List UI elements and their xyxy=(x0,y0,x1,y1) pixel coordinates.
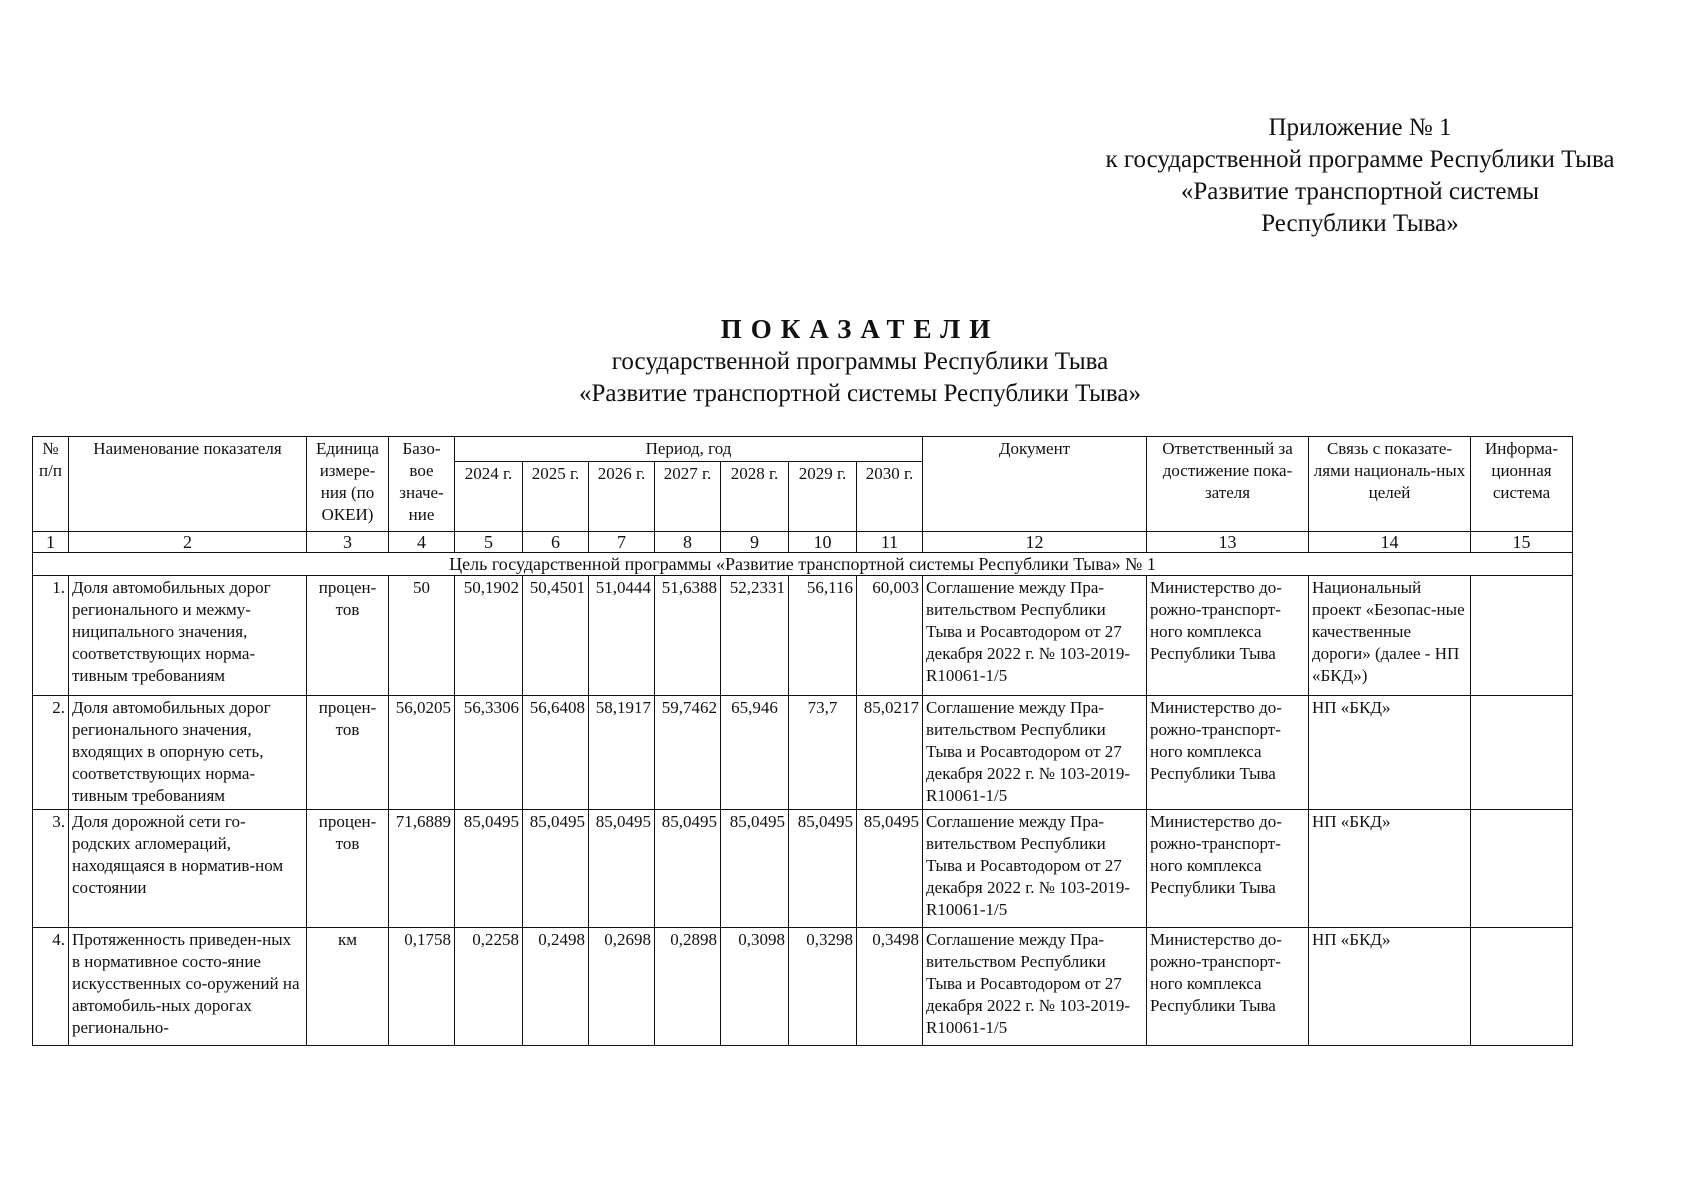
column-number: 15 xyxy=(1471,532,1573,553)
national-goal-link: Национальный проект «Безопас-ные качественные дороги» (далее - НП «БКД») xyxy=(1309,576,1471,696)
year-value: 52,2331 xyxy=(721,576,789,696)
document-cell: Соглашение между Пра-вительством Республики Тыва и Росавтодором от 27 декабря 2022 г. № 103-2019-R10061-1/5 xyxy=(923,928,1147,1046)
header-link: Связь с показате-лями националь-ных целей xyxy=(1309,437,1471,532)
column-number: 4 xyxy=(389,532,455,553)
base-value: 56,0205 xyxy=(389,696,455,810)
header-year: 2026 г. xyxy=(589,462,655,532)
header-responsible: Ответственный за достижение пока-зателя xyxy=(1147,437,1309,532)
year-value: 85,0217 xyxy=(857,696,923,810)
column-number: 3 xyxy=(307,532,389,553)
base-value: 50 xyxy=(389,576,455,696)
header-year: 2027 г. xyxy=(655,462,721,532)
header-year: 2030 г. xyxy=(857,462,923,532)
header-year: 2029 г. xyxy=(789,462,857,532)
header-no: № п/п xyxy=(33,437,69,532)
column-number: 8 xyxy=(655,532,721,553)
row-number: 1. xyxy=(33,576,69,696)
year-value: 0,3298 xyxy=(789,928,857,1046)
info-system-cell xyxy=(1471,696,1573,810)
column-number: 2 xyxy=(69,532,307,553)
appendix-line-1: Приложение № 1 xyxy=(1268,114,1452,141)
appendix-block xyxy=(1060,112,1660,240)
row-number: 3. xyxy=(33,810,69,928)
year-value: 0,2498 xyxy=(523,928,589,1046)
document-cell: Соглашение между Пра-вительством Республики Тыва и Росавтодором от 27 декабря 2022 г. № 103-2019-R10061-1/5 xyxy=(923,576,1147,696)
year-value: 59,7462 xyxy=(655,696,721,810)
year-value: 85,0495 xyxy=(655,810,721,928)
responsible-cell: Министерство до-рожно-транспорт-ного комплекса Республики Тыва xyxy=(1147,928,1309,1046)
goal-text: Цель государственной программы «Развитие транспортной системы Республики Тыва» № 1 xyxy=(33,553,1573,576)
year-value: 0,3098 xyxy=(721,928,789,1046)
column-number: 13 xyxy=(1147,532,1309,553)
info-system-cell xyxy=(1471,810,1573,928)
national-goal-link: НП «БКД» xyxy=(1309,696,1471,810)
indicator-unit: процен-тов xyxy=(307,810,389,928)
document-cell: Соглашение между Пра-вительством Республики Тыва и Росавтодором от 27 декабря 2022 г. № 103-2019-R10061-1/5 xyxy=(923,810,1147,928)
indicators-table xyxy=(32,436,1573,1046)
info-system-cell xyxy=(1471,928,1573,1046)
document-cell: Соглашение между Пра-вительством Республики Тыва и Росавтодором от 27 декабря 2022 г. № 103-2019-R10061-1/5 xyxy=(923,696,1147,810)
column-number: 1 xyxy=(33,532,69,553)
goal-row xyxy=(33,553,1573,576)
column-number: 11 xyxy=(857,532,923,553)
header-document: Документ xyxy=(923,437,1147,532)
header-name: Наименование показателя xyxy=(69,437,307,532)
year-value: 0,2898 xyxy=(655,928,721,1046)
year-value: 56,6408 xyxy=(523,696,589,810)
column-number: 14 xyxy=(1309,532,1471,553)
table-row xyxy=(33,928,1573,1046)
national-goal-link: НП «БКД» xyxy=(1309,928,1471,1046)
year-value: 85,0495 xyxy=(721,810,789,928)
year-value: 85,0495 xyxy=(523,810,589,928)
responsible-cell: Министерство до-рожно-транспорт-ного комплекса Республики Тыва xyxy=(1147,810,1309,928)
indicator-unit: процен-тов xyxy=(307,696,389,810)
header-year: 2024 г. xyxy=(455,462,523,532)
row-number: 2. xyxy=(33,696,69,810)
national-goal-link: НП «БКД» xyxy=(1309,810,1471,928)
year-value: 85,0495 xyxy=(857,810,923,928)
year-value: 85,0495 xyxy=(589,810,655,928)
column-number: 12 xyxy=(923,532,1147,553)
column-number: 9 xyxy=(721,532,789,553)
year-value: 56,116 xyxy=(789,576,857,696)
header-info: Информа-ционная система xyxy=(1471,437,1573,532)
year-value: 51,0444 xyxy=(589,576,655,696)
year-value: 0,2698 xyxy=(589,928,655,1046)
year-value: 0,2258 xyxy=(455,928,523,1046)
year-value: 85,0495 xyxy=(455,810,523,928)
header-base: Базо-вое значе-ние xyxy=(389,437,455,532)
column-number: 6 xyxy=(523,532,589,553)
header-period: Период, год xyxy=(455,437,923,462)
info-system-cell xyxy=(1471,576,1573,696)
document-title xyxy=(440,312,1280,410)
year-value: 85,0495 xyxy=(789,810,857,928)
column-numbers-row xyxy=(33,532,1573,553)
header-year: 2025 г. xyxy=(523,462,589,532)
year-value: 65,946 xyxy=(721,696,789,810)
year-value: 58,1917 xyxy=(589,696,655,810)
base-value: 0,1758 xyxy=(389,928,455,1046)
table-row xyxy=(33,696,1573,810)
title-line-3: «Развитие транспортной системы Республики Тыва» xyxy=(578,380,1141,407)
row-number: 4. xyxy=(33,928,69,1046)
year-value: 0,3498 xyxy=(857,928,923,1046)
indicator-name: Доля автомобильных дорог регионального значения, входящих в опорную сеть, соответствующих норма-тивным требованиям xyxy=(69,696,307,810)
indicator-unit: процен-тов xyxy=(307,576,389,696)
appendix-line-3: «Развитие транспортной системы xyxy=(1180,178,1540,205)
column-number: 7 xyxy=(589,532,655,553)
year-value: 60,003 xyxy=(857,576,923,696)
appendix-line-2: к государственной программе Республики Тыва xyxy=(1105,146,1615,173)
header-unit: Единица измере-ния (по ОКЕИ) xyxy=(307,437,389,532)
column-number: 5 xyxy=(455,532,523,553)
appendix-line-4: Республики Тыва» xyxy=(1261,210,1459,237)
year-value: 73,7 xyxy=(789,696,857,810)
indicator-name: Протяженность приведен-ных в нормативное состо-яние искусственных со-оружений на автомобиль-ных дорогах регионально- xyxy=(69,928,307,1046)
column-number: 10 xyxy=(789,532,857,553)
title-line-2: государственной программы Республики Тыва xyxy=(611,348,1109,375)
year-value: 51,6388 xyxy=(655,576,721,696)
year-value: 50,1902 xyxy=(455,576,523,696)
indicator-name: Доля автомобильных дорог регионального и межму-ниципального значения, соответствующих норма-тивным требованиям xyxy=(69,576,307,696)
title-main: ПОКАЗАТЕЛИ xyxy=(720,314,1000,344)
responsible-cell: Министерство до-рожно-транспорт-ного комплекса Республики Тыва xyxy=(1147,696,1309,810)
year-value: 50,4501 xyxy=(523,576,589,696)
year-value: 56,3306 xyxy=(455,696,523,810)
indicator-name: Доля дорожной сети го-родских агломераций, находящаяся в норматив-ном состоянии xyxy=(69,810,307,928)
base-value: 71,6889 xyxy=(389,810,455,928)
table-row xyxy=(33,576,1573,696)
indicator-unit: км xyxy=(307,928,389,1046)
table-row xyxy=(33,810,1573,928)
responsible-cell: Министерство до-рожно-транспорт-ного комплекса Республики Тыва xyxy=(1147,576,1309,696)
header-year: 2028 г. xyxy=(721,462,789,532)
